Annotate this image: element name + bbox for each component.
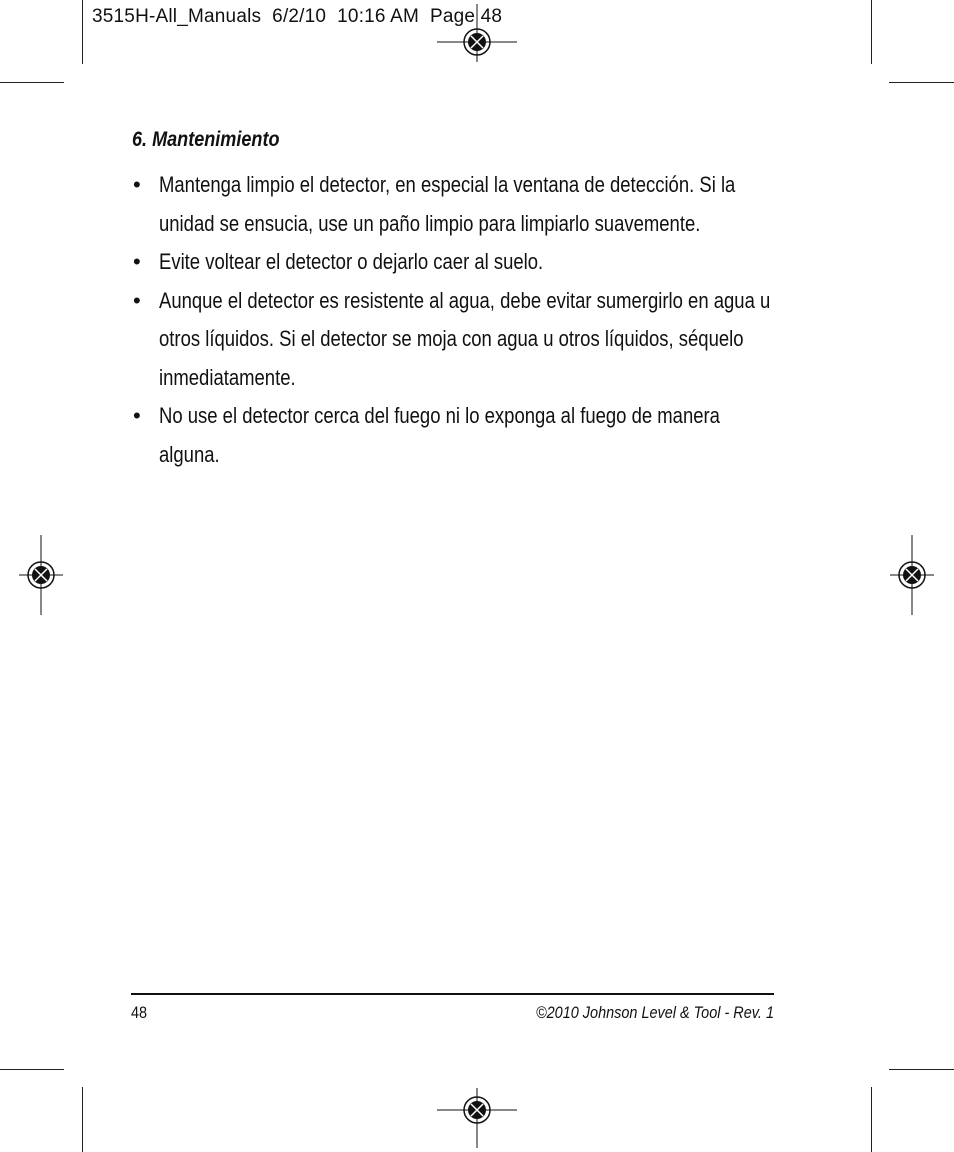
registration-mark-top-icon bbox=[437, 2, 517, 82]
print-slug: 3515H-All_Manuals 6/2/10 10:16 AM Page 48 bbox=[92, 6, 503, 27]
crop-mark-bottom-left-h bbox=[0, 1069, 64, 1070]
list-item bbox=[132, 397, 777, 474]
crop-mark-top-left-h bbox=[0, 82, 64, 83]
maintenance-section bbox=[132, 126, 777, 474]
crop-mark-top-right-h bbox=[889, 82, 954, 83]
registration-mark-left-icon bbox=[1, 535, 81, 615]
registration-mark-right-icon bbox=[872, 535, 952, 615]
copyright-notice: ©2010 Johnson Level & Tool - Rev. 1 bbox=[536, 1003, 774, 1022]
crop-mark-top-right bbox=[871, 0, 872, 64]
crop-mark-bottom-right-h bbox=[889, 1069, 954, 1070]
page-number: 48 bbox=[131, 1003, 148, 1022]
list-item-text: Mantenga limpio el detector, en especial la ventana de detección. Si la unidad se ensucia, use un paño limpio para limpiarlo suavemente. bbox=[159, 172, 736, 236]
crop-mark-bottom-right bbox=[871, 1087, 872, 1152]
bullet-icon: • bbox=[133, 249, 141, 274]
footer-divider bbox=[131, 993, 774, 995]
bullet-icon: • bbox=[133, 403, 141, 428]
crop-mark-top-left bbox=[82, 0, 83, 64]
list-item-text: Aunque el detector es resistente al agua, debe evitar sumergirlo en agua u otros líquidos. Si el detector se moja con agua u otros líquidos, séquelo inmediatamente. bbox=[159, 287, 771, 390]
list-item-text: No use el detector cerca del fuego ni lo exponga al fuego de manera alguna. bbox=[159, 403, 720, 467]
list-item bbox=[132, 282, 777, 398]
maintenance-bullet-list bbox=[132, 166, 777, 474]
bullet-icon: • bbox=[133, 172, 141, 197]
list-item-text: Evite voltear el detector o dejarlo caer al suelo. bbox=[159, 249, 544, 274]
section-title: 6. Mantenimiento bbox=[132, 128, 280, 151]
registration-mark-bottom-icon bbox=[437, 1070, 517, 1150]
list-item bbox=[132, 243, 777, 282]
bullet-icon: • bbox=[133, 287, 141, 313]
crop-mark-bottom-left bbox=[82, 1087, 83, 1152]
list-item bbox=[132, 166, 777, 243]
